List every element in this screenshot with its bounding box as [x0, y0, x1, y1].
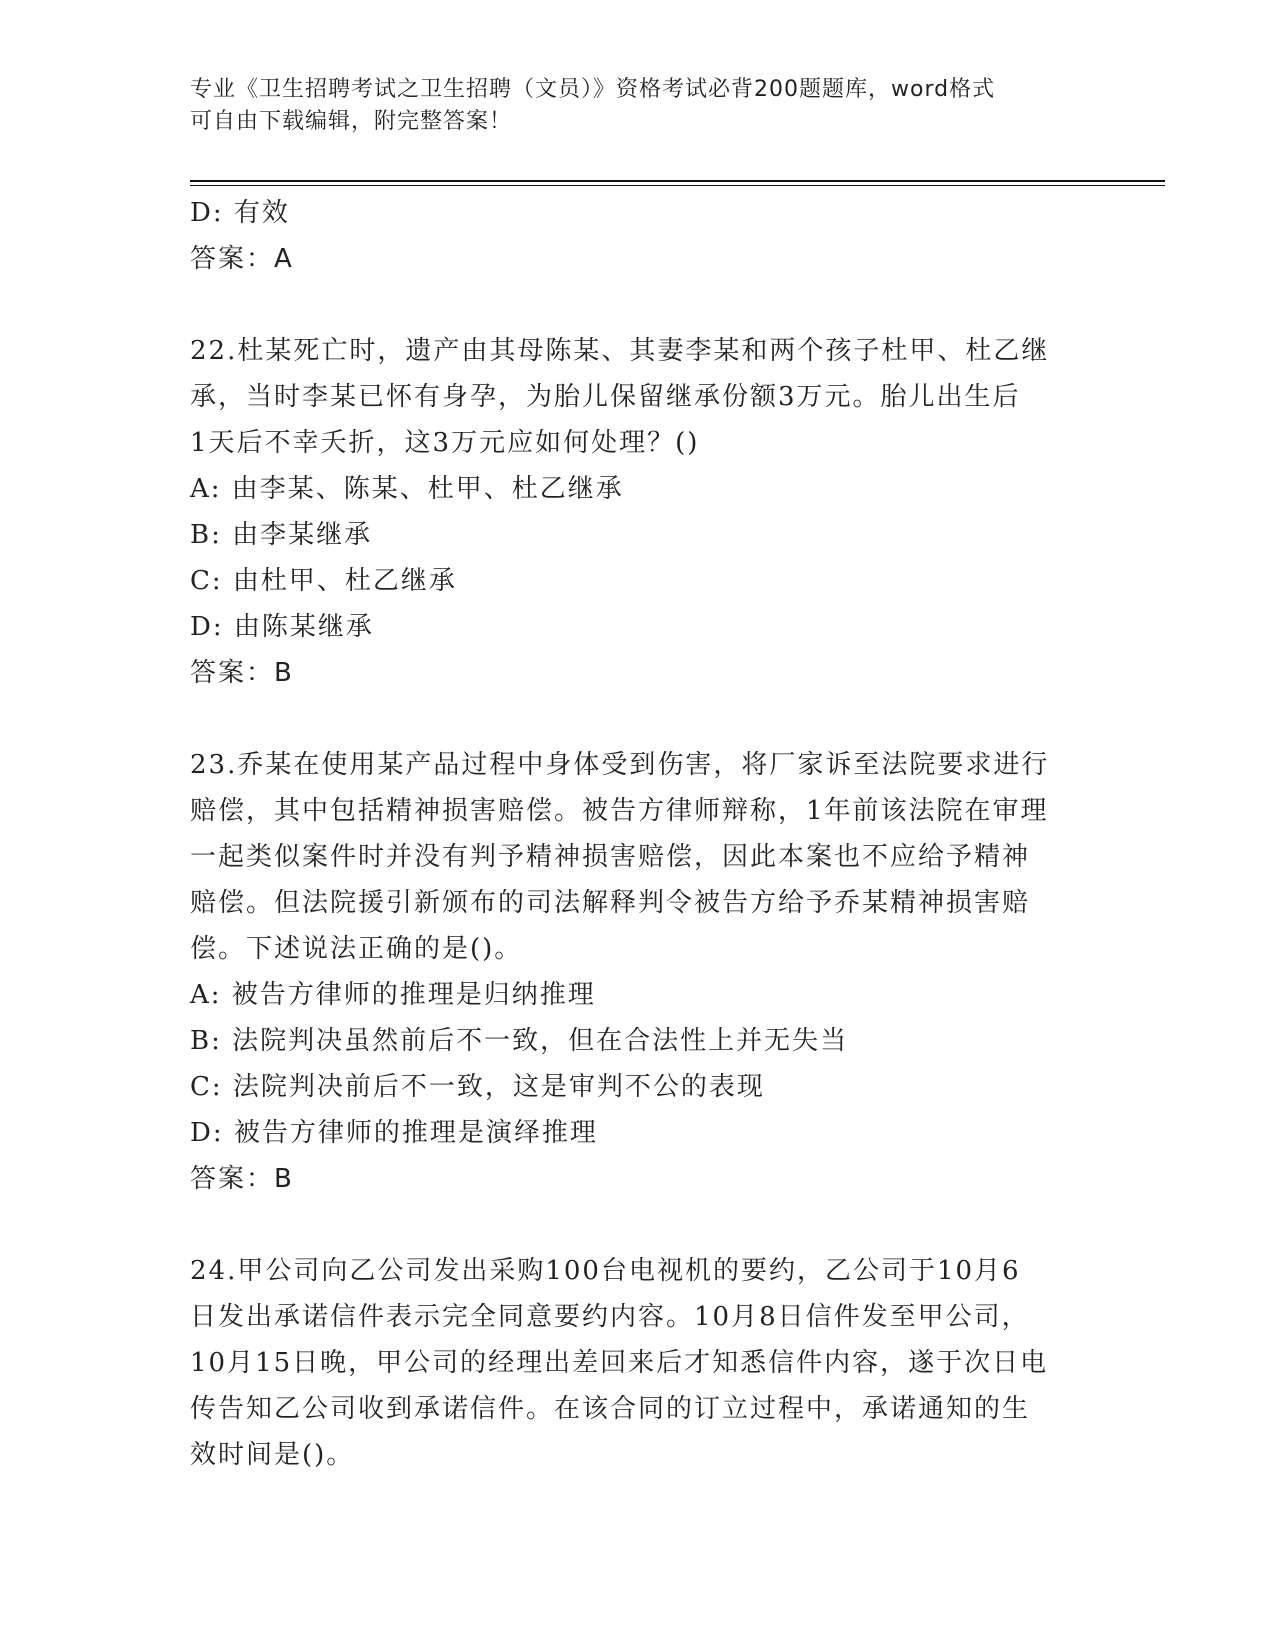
option-line: A: 由李某、陈某、杜甲、杜乙继承	[190, 474, 624, 504]
question-text-line: 1天后不幸夭折，这3万元应如何处理？()	[190, 428, 700, 458]
question-text-line: 承，当时李某已怀有身孕，为胎儿保留继承份额3万元。胎儿出生后	[190, 382, 1021, 412]
header-rule-thick	[190, 180, 1165, 182]
question-text-line: 偿。下述说法正确的是()。	[190, 934, 523, 964]
spacer	[190, 1202, 1090, 1248]
option-line: C: 由杜甲、杜乙继承	[190, 566, 457, 596]
question-23	[190, 742, 1090, 1202]
header-line-2: 可自由下载编辑，附完整答案！	[190, 109, 513, 134]
question-text-line: 22.杜某死亡时，遗产由其母陈某、其妻李某和两个孩子杜甲、杜乙继	[190, 336, 1050, 366]
option-line: B: 由李某继承	[190, 520, 373, 550]
answer-line: 答案：B	[190, 1164, 294, 1194]
header-line-1: 专业《卫生招聘考试之卫生招聘（文员）》资格考试必背200题题库，word格式	[190, 77, 996, 102]
option-line: C: 法院判决前后不一致，这是审判不公的表现	[190, 1072, 765, 1102]
option-line: D: 有效	[190, 198, 290, 228]
spacer	[190, 282, 1090, 328]
option-line: B: 法院判决虽然前后不一致，但在合法性上并无失当	[190, 1026, 849, 1056]
page-header	[190, 74, 1090, 138]
document-body	[190, 190, 1090, 1478]
question-text-line: 效时间是()。	[190, 1440, 355, 1470]
question-22	[190, 328, 1090, 696]
question-text-line: 传告知乙公司收到承诺信件。在该合同的订立过程中，承诺通知的生	[190, 1394, 1031, 1424]
spacer	[190, 696, 1090, 742]
question-text-line: 24.甲公司向乙公司发出采购100台电视机的要约，乙公司于10月6	[190, 1256, 1021, 1286]
option-line: D: 被告方律师的推理是演绎推理	[190, 1118, 598, 1148]
option-line: A: 被告方律师的推理是归纳推理	[190, 980, 596, 1010]
question-24	[190, 1248, 1090, 1478]
option-line: D: 由陈某继承	[190, 612, 374, 642]
answer-line: 答案：A	[190, 244, 294, 274]
question-text-line: 赔偿，其中包括精神损害赔偿。被告方律师辩称，1年前该法院在审理	[190, 796, 1049, 826]
question-text-line: 23.乔某在使用某产品过程中身体受到伤害，将厂家诉至法院要求进行	[190, 750, 1050, 780]
question-text-line: 日发出承诺信件表示完全同意要约内容。10月8日信件发至甲公司，	[190, 1302, 1030, 1332]
question-text-line: 赔偿。但法院援引新颁布的司法解释判令被告方给予乔某精神损害赔	[190, 888, 1031, 918]
question-text-line: 10月15日晚，甲公司的经理出差回来后才知悉信件内容，遂于次日电	[190, 1348, 1049, 1378]
header-rule-thin	[190, 185, 1165, 186]
question-text-line: 一起类似案件时并没有判予精神损害赔偿，因此本案也不应给予精神	[190, 842, 1031, 872]
answer-line: 答案：B	[190, 658, 294, 688]
